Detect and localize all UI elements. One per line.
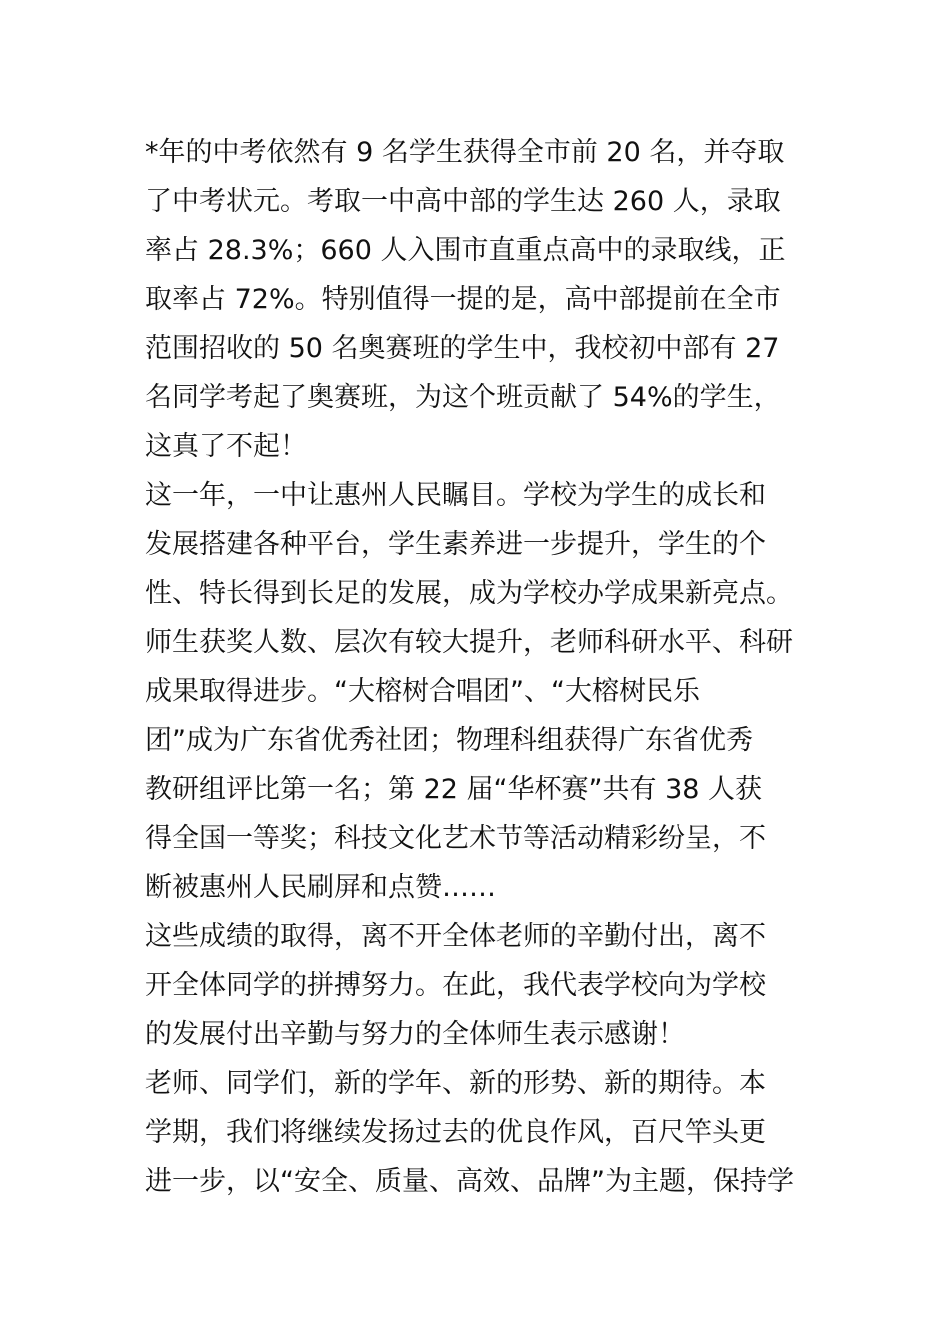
text-line: 这真了不起！ [145, 431, 307, 462]
paragraph-exam-results [145, 128, 810, 471]
text-line: 范围招收的 50 名奥赛班的学生中，我校初中部有 27 [145, 333, 780, 364]
text-line: 的发展付出辛勤与努力的全体师生表示感谢！ [145, 1019, 685, 1050]
text-line: 了中考状元。考取一中高中部的学生达 260 人，录取 [145, 186, 781, 217]
paragraph-new-semester [145, 1059, 810, 1206]
text-line: 得全国一等奖；科技文化艺术节等活动精彩纷呈，不 [145, 823, 766, 854]
text-line: 性、特长得到长足的发展，成为学校办学成果新亮点。 [145, 578, 793, 609]
text-line: *年的中考依然有 9 名学生获得全市前 20 名，并夺取 [145, 137, 785, 168]
text-line: 学期，我们将继续发扬过去的优良作风，百尺竿头更 [145, 1117, 766, 1148]
text-line: 团”成为广东省优秀社团；物理科组获得广东省优秀 [145, 725, 753, 756]
paragraph-thanks [145, 912, 810, 1059]
text-line: 名同学考起了奥赛班，为这个班贡献了 54%的学生， [145, 382, 781, 413]
text-line: 取率占 72%。特别值得一提的是，高中部提前在全市 [145, 284, 781, 315]
body-text [145, 128, 810, 1206]
text-line: 开全体同学的拼搏努力。在此，我代表学校向为学校 [145, 970, 766, 1001]
text-line: 师生获奖人数、层次有较大提升，老师科研水平、科研 [145, 627, 793, 658]
paragraph-achievements [145, 471, 810, 912]
text-line: 断被惠州人民刷屏和点赞…… [145, 872, 496, 903]
text-line: 成果取得进步。“大榕树合唱团”、“大榕树民乐 [145, 676, 700, 707]
text-line: 进一步，以“安全、质量、高效、品牌”为主题，保持学 [145, 1166, 794, 1197]
text-line: 这些成绩的取得，离不开全体老师的辛勤付出，离不 [145, 921, 766, 952]
text-line: 这一年，一中让惠州人民瞩目。学校为学生的成长和 [145, 480, 766, 511]
text-line: 老师、同学们，新的学年、新的形势、新的期待。本 [145, 1068, 766, 1099]
text-line: 发展搭建各种平台，学生素养进一步提升，学生的个 [145, 529, 766, 560]
text-line: 教研组评比第一名；第 22 届“华杯赛”共有 38 人获 [145, 774, 763, 805]
text-line: 率占 28.3%；660 人入围市直重点高中的录取线，正 [145, 235, 786, 266]
